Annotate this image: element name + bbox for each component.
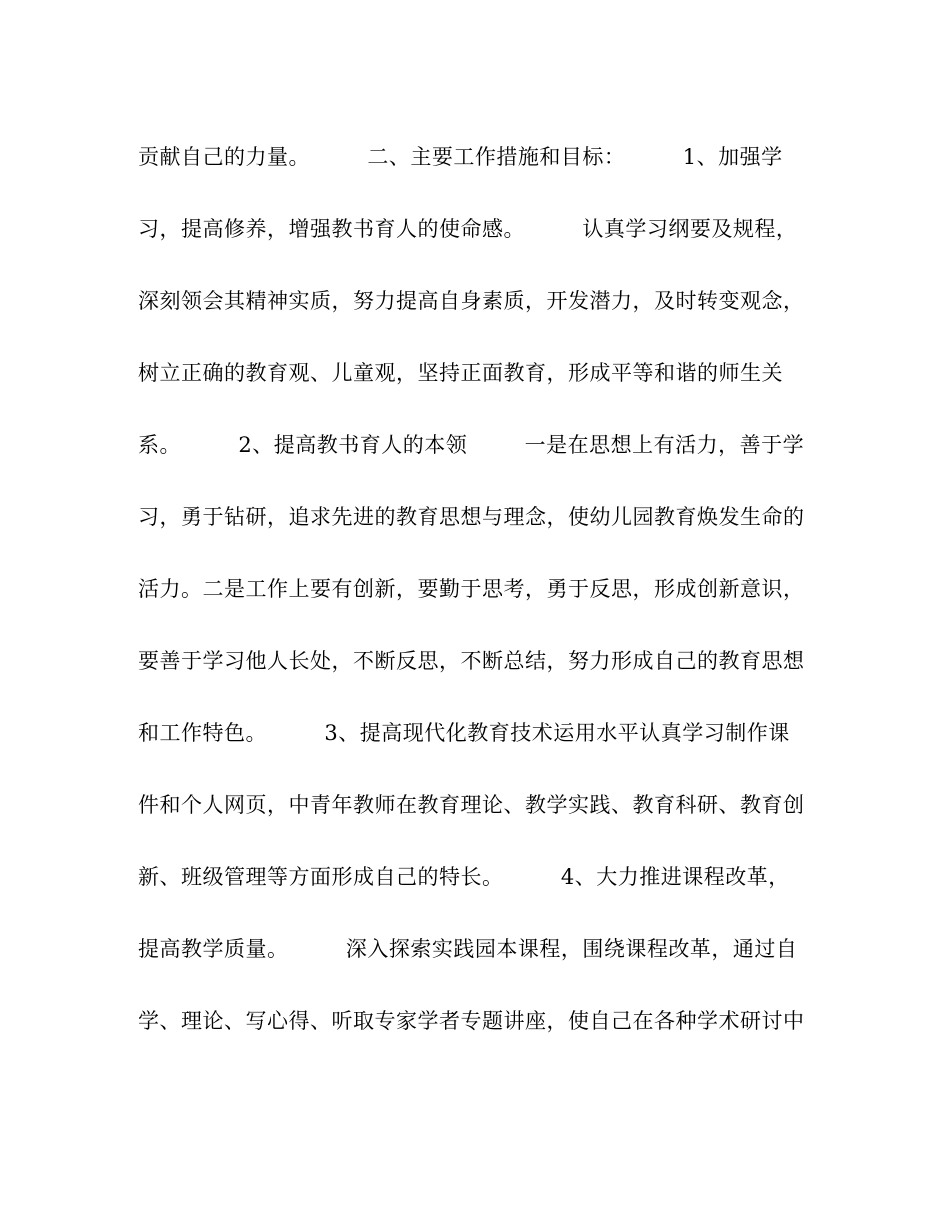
- text-line: 学、理论、写心得、听取专家学者专题讲座，使自己在各种学术研讨中: [138, 1009, 805, 1033]
- text-line: 要善于学习他人长处，不断反思，不断总结，努力形成自己的教育思想: [138, 649, 805, 673]
- text-line: 活力。二是工作上要有创新，要勤于思考，勇于反思，形成创新意识，: [138, 577, 805, 601]
- text-line: 习，勇于钻研，追求先进的教育思想与理念，使幼儿园教育焕发生命的: [138, 505, 805, 529]
- text-line: 贡献自己的力量。 二、主要工作措施和目标： 1、加强学: [138, 145, 783, 169]
- text-line: 新、班级管理等方面形成自己的特长。 4、大力推进课程改革，: [138, 865, 790, 889]
- text-line: 习，提高修养，增强教书育人的使命感。 认真学习纲要及规程，: [138, 217, 798, 241]
- text-line: 提高教学质量。 深入探索实践园本课程，围绕课程改革，通过自: [138, 937, 798, 961]
- text-line: 系。 2、提高教书育人的本领 一是在思想上有活力，善于学: [138, 433, 805, 457]
- text-line: 件和个人网页，中青年教师在教育理论、教学实践、教育科研、教育创: [138, 793, 805, 817]
- text-line: 和工作特色。 3、提高现代化教育技术运用水平认真学习制作课: [138, 721, 790, 745]
- text-line: 深刻领会其精神实质，努力提高自身素质，开发潜力，及时转变观念，: [138, 289, 805, 313]
- text-line: 树立正确的教育观、儿童观，坚持正面教育，形成平等和谐的师生关: [138, 361, 783, 385]
